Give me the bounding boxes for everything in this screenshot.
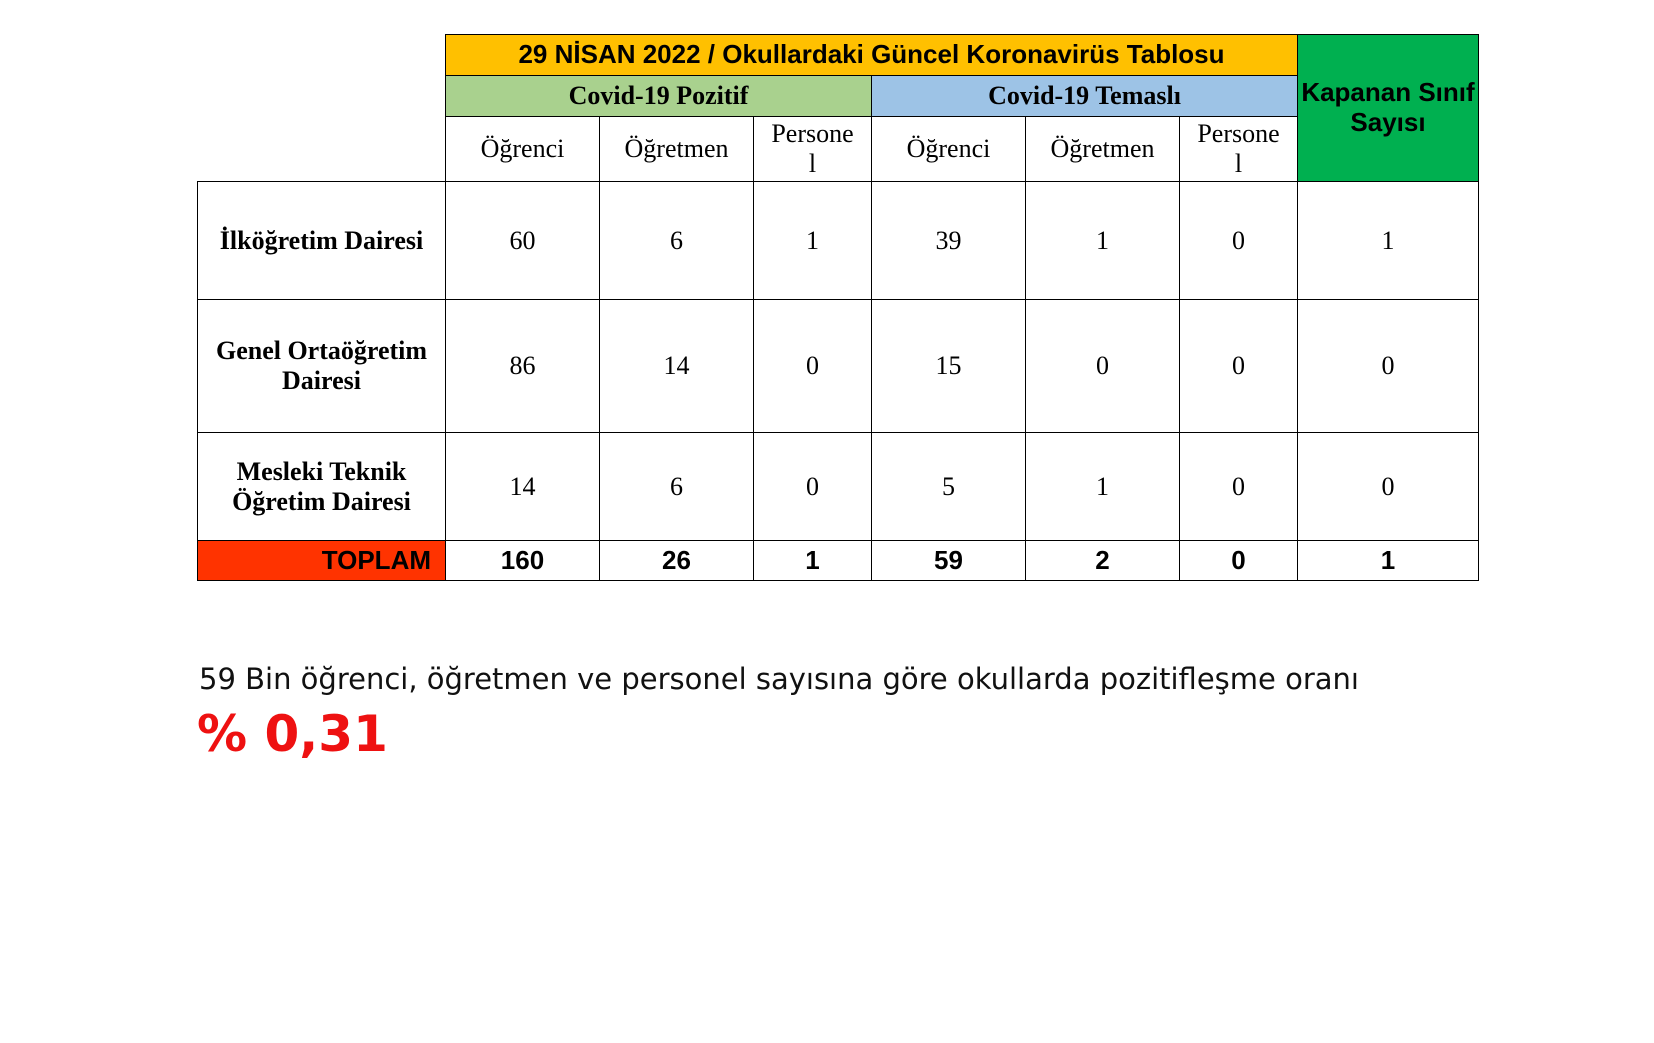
cell-value: 0 (1180, 433, 1298, 541)
total-value: 1 (754, 541, 872, 581)
subheader-positive-staff (754, 117, 872, 182)
cell-value: 0 (1298, 433, 1479, 541)
cell-value: 6 (600, 182, 754, 300)
staff-label: Persone l (1197, 119, 1280, 178)
row-label: Mesleki Teknik Öğretim Dairesi (198, 433, 446, 541)
positivity-note: 59 Bin öğrenci, öğretmen ve personel sayısına göre okullarda pozitifleşme oranı (199, 662, 1359, 696)
subheader-positive-student: Öğrenci (446, 117, 600, 182)
table-row (198, 300, 1479, 433)
cell-value: 1 (1026, 182, 1180, 300)
closed-classes-header: Kapanan Sınıf Sayısı (1298, 35, 1479, 182)
cell-value: 1 (1298, 182, 1479, 300)
row-label: İlköğretim Dairesi (198, 182, 446, 300)
empty-corner-cell (198, 35, 446, 182)
cell-value: 14 (446, 433, 600, 541)
subheader-contact-teacher: Öğretmen (1026, 117, 1180, 182)
cell-value: 1 (754, 182, 872, 300)
total-row (198, 541, 1479, 581)
cell-value: 6 (600, 433, 754, 541)
cell-value: 0 (754, 433, 872, 541)
cell-value: 39 (872, 182, 1026, 300)
total-value: 2 (1026, 541, 1180, 581)
subheader-contact-student: Öğrenci (872, 117, 1026, 182)
cell-value: 0 (1180, 300, 1298, 433)
positivity-rate: % 0,31 (197, 705, 388, 763)
positive-group-header: Covid-19 Pozitif (446, 76, 872, 117)
total-value: 0 (1180, 541, 1298, 581)
subheader-positive-teacher: Öğretmen (600, 117, 754, 182)
subheader-contact-staff (1180, 117, 1298, 182)
cell-value: 5 (872, 433, 1026, 541)
total-value: 26 (600, 541, 754, 581)
cell-value: 15 (872, 300, 1026, 433)
total-label: TOPLAM (198, 541, 446, 581)
cell-value: 14 (600, 300, 754, 433)
cell-value: 0 (754, 300, 872, 433)
cropped-top-text (300, 0, 680, 4)
cell-value: 1 (1026, 433, 1180, 541)
table-row (198, 182, 1479, 300)
covid-table (197, 34, 1479, 581)
cell-value: 60 (446, 182, 600, 300)
total-value: 160 (446, 541, 600, 581)
cell-value: 0 (1026, 300, 1180, 433)
cell-value: 0 (1180, 182, 1298, 300)
total-value: 1 (1298, 541, 1479, 581)
cell-value: 86 (446, 300, 600, 433)
table-row (198, 433, 1479, 541)
total-value: 59 (872, 541, 1026, 581)
cell-value: 0 (1298, 300, 1479, 433)
table-title: 29 NİSAN 2022 / Okullardaki Güncel Koronavirüs Tablosu (446, 35, 1298, 76)
row-label: Genel Ortaöğretim Dairesi (198, 300, 446, 433)
contact-group-header: Covid-19 Temaslı (872, 76, 1298, 117)
staff-label: Persone l (771, 119, 854, 178)
